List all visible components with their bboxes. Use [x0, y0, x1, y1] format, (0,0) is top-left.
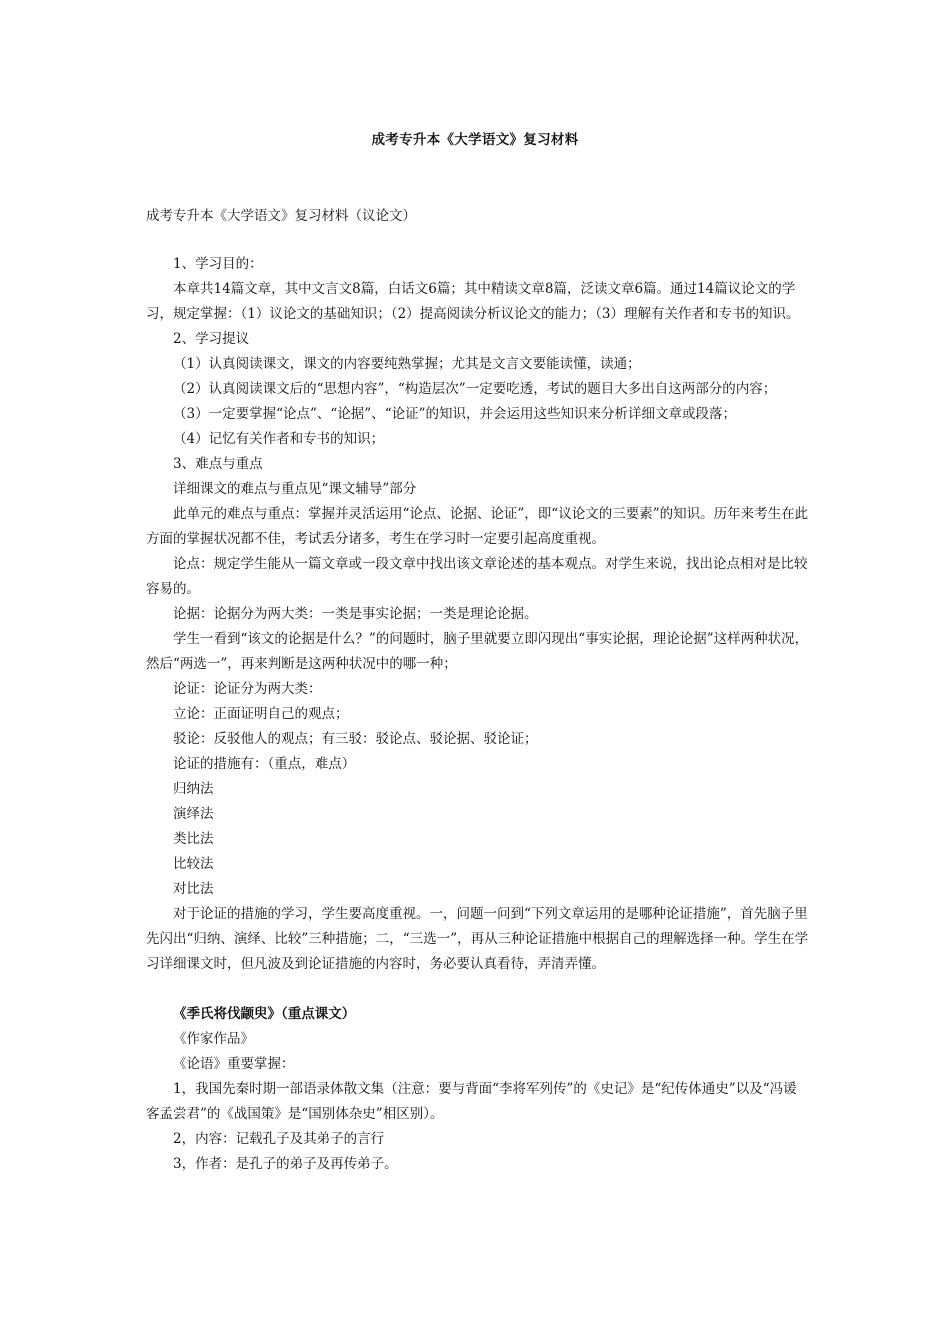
document-body — [146, 252, 810, 1177]
paragraph: 论据：论据分为两大类：一类是事实论据；一类是理论论据。 — [173, 606, 538, 622]
paragraph: 对比法 — [173, 881, 214, 897]
section-heading: 《季氏将伐颛臾》（重点课文） — [173, 1006, 356, 1022]
paragraph: 《论语》重要掌握： — [173, 1056, 295, 1072]
paragraph: 1、学习目的： — [173, 256, 263, 272]
paragraph: 《作家作品》 — [173, 1031, 254, 1047]
paragraph: 学生一看到“该文的论据是什么？”的问题时，脑子里就要立即闪现出“事实论据，理论论据”这样两种状况，然后“两选一”，再来判断是这两种状况中的哪一种； — [146, 631, 809, 672]
paragraph: 3、难点与重点 — [173, 456, 263, 472]
paragraph: （4）记忆有关作者和专书的知识； — [173, 431, 385, 447]
paragraph: 驳论：反驳他人的观点；有三驳：驳论点、驳论据、驳论证； — [173, 731, 538, 747]
paragraph: 论证的措施有：（重点，难点） — [173, 756, 356, 772]
paragraph: 论点：规定学生能从一篇文章或一段文章中找出该文章论述的基本观点。对学生来说，找出论点相对是比较容易的。 — [146, 556, 808, 597]
paragraph: 类比法 — [173, 831, 214, 847]
paragraph: （3）一定要掌握“论点”、“论据”、“论证”的知识，并会运用这些知识来分析详细文章或段落； — [173, 406, 736, 422]
paragraph: 论证：论证分为两大类： — [173, 681, 322, 697]
paragraph: 2，内容：记载孔子及其弟子的言行 — [173, 1131, 385, 1147]
paragraph: 本章共14篇文章，其中文言文8篇，白话文6篇；其中精读文章8篇，泛读文章6篇。通过14篇议论文的学习，规定掌握：（1）议论文的基础知识；（2）提高阅读分析议论文的能力；（3）理解有关作者和专书的知识。 — [146, 281, 800, 322]
paragraph: 比较法 — [173, 856, 214, 872]
paragraph: 演绎法 — [173, 806, 214, 822]
document-title: 成考专升本《大学语文》复习材料 — [371, 132, 579, 148]
paragraph: 3，作者：是孔子的弟子及再传弟子。 — [173, 1156, 398, 1172]
section-gap — [146, 977, 810, 1002]
paragraph: 1，我国先秦时期一部语录体散文集（注意：要与背面“李将军列传”的《史记》是“纪传体通史”以及“冯谖客孟尝君”的《战国策》是“国别体杂史”相区别）。 — [146, 1081, 797, 1122]
document-subtitle: 成考专升本《大学语文》复习材料（议论文） — [146, 208, 416, 224]
paragraph: 对于论证的措施的学习，学生要高度重视。一，问题一问到“下列文章运用的是哪种论证措施”，首先脑子里先闪出“归纳、演绎、比较”三种措施；二，“三选一”，再从三种论证措施中根据自己的理解选择一种。学生在学习详细课文时，但凡波及到论证措施的内容时，务必要认真看待，弄清弄懂。 — [146, 906, 809, 972]
paragraph: 此单元的难点与重点：掌握并灵活运用“论点、论据、论证”，即“议论文的三要素”的知识。历年来考生在此方面的掌握状况都不佳，考试丢分诸多，考生在学习时一定要引起高度重视。 — [146, 506, 809, 547]
paragraph: 归纳法 — [173, 781, 214, 797]
paragraph: 2、学习提议 — [173, 331, 250, 347]
paragraph: （2）认真阅读课文后的“思想内容”，“构造层次”一定要吃透，考试的题目大多出自这两部分的内容； — [173, 381, 777, 397]
paragraph: （1）认真阅读课文，课文的内容要纯熟掌握；尤其是文言文要能读懂，读通； — [173, 356, 641, 372]
paragraph: 立论：正面证明自己的观点； — [173, 706, 349, 722]
paragraph: 详细课文的难点与重点见“课文辅导”部分 — [173, 481, 417, 497]
